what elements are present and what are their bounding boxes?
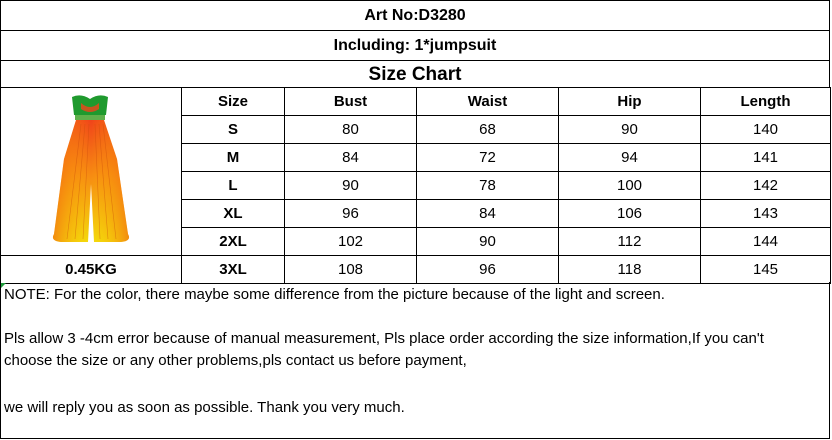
size-cell: XL	[182, 200, 285, 228]
size-table	[0, 87, 831, 284]
size-cell: M	[182, 144, 285, 172]
waist-cell: 68	[417, 116, 559, 144]
length-cell: 145	[701, 256, 831, 284]
chart-title: Size Chart	[0, 60, 830, 88]
size-cell: 3XL	[182, 256, 285, 284]
note-measurement: Pls allow 3 -4cm error because of manual measurement, Pls place order according the size information,If you can't	[4, 330, 764, 347]
waist-cell: 72	[417, 144, 559, 172]
col-header-waist: Waist	[417, 88, 559, 116]
note-color: NOTE: For the color, there maybe some difference from the picture because of the light and screen.	[4, 286, 665, 303]
size-cell: S	[182, 116, 285, 144]
length-cell: 140	[701, 116, 831, 144]
waist-cell: 78	[417, 172, 559, 200]
bust-cell: 80	[285, 116, 417, 144]
package-contents: Including: 1*jumpsuit	[0, 30, 830, 60]
length-cell: 142	[701, 172, 831, 200]
col-header-bust: Bust	[285, 88, 417, 116]
waist-cell: 84	[417, 200, 559, 228]
note-reply: we will reply you as soon as possible. Thank you very much.	[4, 399, 405, 416]
table-header-row	[1, 88, 831, 116]
article-number: Art No:D3280	[0, 0, 830, 30]
hip-cell: 90	[559, 116, 701, 144]
bust-cell: 108	[285, 256, 417, 284]
col-header-hip: Hip	[559, 88, 701, 116]
corner-marker	[1, 283, 6, 288]
notes-box	[0, 282, 830, 439]
table-row	[1, 256, 831, 284]
package-weight: 0.45KG	[1, 256, 182, 284]
col-header-length: Length	[701, 88, 831, 116]
bust-cell: 96	[285, 200, 417, 228]
length-cell: 141	[701, 144, 831, 172]
waist-cell: 96	[417, 256, 559, 284]
size-cell: 2XL	[182, 228, 285, 256]
note-contact: choose the size or any other problems,pls contact us before payment,	[4, 352, 467, 369]
hip-cell: 112	[559, 228, 701, 256]
bust-cell: 84	[285, 144, 417, 172]
hip-cell: 106	[559, 200, 701, 228]
hip-cell: 118	[559, 256, 701, 284]
col-header-size: Size	[182, 88, 285, 116]
hip-cell: 94	[559, 144, 701, 172]
size-cell: L	[182, 172, 285, 200]
length-cell: 143	[701, 200, 831, 228]
bust-cell: 102	[285, 228, 417, 256]
hip-cell: 100	[559, 172, 701, 200]
product-image-cell	[1, 88, 182, 256]
jumpsuit-illustration-icon	[1, 89, 182, 251]
bust-cell: 90	[285, 172, 417, 200]
length-cell: 144	[701, 228, 831, 256]
waist-cell: 90	[417, 228, 559, 256]
